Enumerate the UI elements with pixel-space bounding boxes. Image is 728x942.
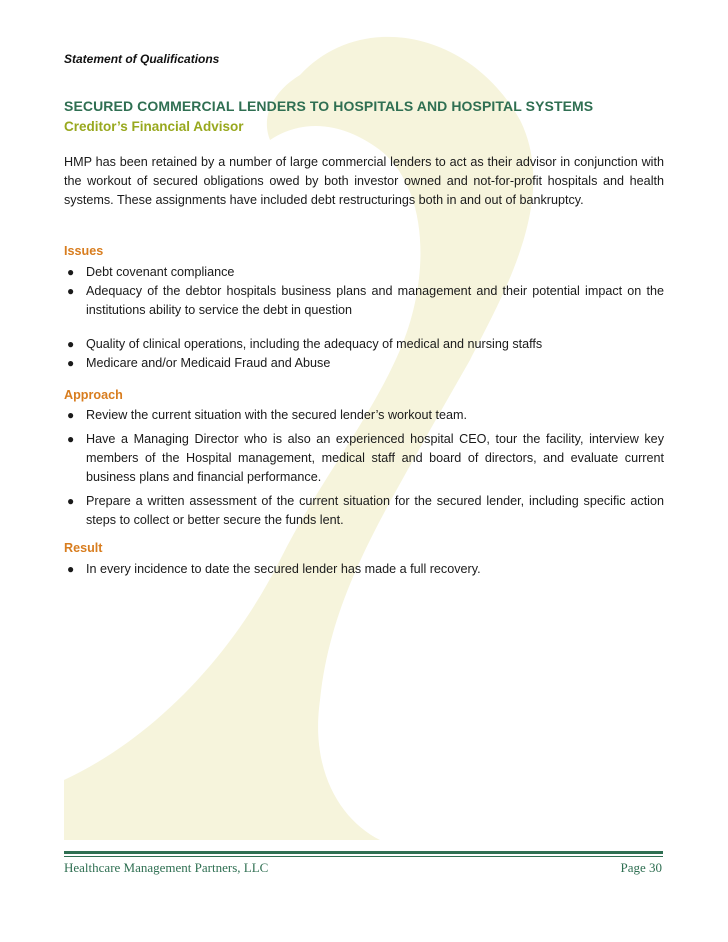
footer-divider <box>64 851 663 854</box>
list-item <box>64 354 664 373</box>
document-header-title: Statement of Qualifications <box>64 52 220 66</box>
section-title: SECURED COMMERCIAL LENDERS TO HOSPITALS AND HOSPITAL SYSTEMS <box>64 98 594 114</box>
footer-divider-thin <box>64 856 663 857</box>
result-list <box>64 560 664 579</box>
intro-paragraph: HMP has been retained by a number of large commercial lenders to act as their advisor in conjunction with the workout of secured obligations owed by both investor owned and not-for-profit hospitals and health systems. These assignments have included debt restructurings both in and out of bankruptcy. <box>64 155 664 207</box>
bullet-dot-icon: ● <box>67 284 75 298</box>
footer-page-number: Page 30 <box>620 860 662 875</box>
issues-list-continued <box>64 335 664 373</box>
approach-heading: Approach <box>64 388 123 402</box>
list-item-text: Have a Managing Director who is also an experienced hospital CEO, tour the facility, interview key members of the Hospital management, medical staff and board of directors, and evaluate current business plans and financial performance. <box>86 432 664 484</box>
list-item <box>64 430 664 487</box>
bullet-dot-icon: ● <box>67 408 75 422</box>
list-item <box>64 263 664 282</box>
list-item <box>64 335 664 354</box>
list-item-text: Quality of clinical operations, including the adequacy of medical and nursing staffs <box>86 337 543 351</box>
bullet-dot-icon: ● <box>67 562 75 576</box>
bullet-dot-icon: ● <box>67 337 75 351</box>
footer-company-name: Healthcare Management Partners, LLC <box>64 860 269 875</box>
bullet-dot-icon: ● <box>67 494 75 508</box>
list-item-text: Adequacy of the debtor hospitals business plans and management and their potential impact on the institutions ability to service the debt in question <box>86 284 664 317</box>
result-heading: Result <box>64 541 103 555</box>
issues-heading: Issues <box>64 244 104 258</box>
list-item <box>64 406 664 425</box>
bullet-dot-icon: ● <box>67 265 75 279</box>
issues-list <box>64 263 664 320</box>
list-item <box>64 492 664 530</box>
list-item-text: Review the current situation with the secured lender’s workout team. <box>86 408 468 422</box>
bullet-dot-icon: ● <box>67 356 75 370</box>
list-item-text: In every incidence to date the secured lender has made a full recovery. <box>86 562 481 576</box>
approach-list <box>64 406 664 530</box>
list-item <box>64 282 664 320</box>
list-item <box>64 560 664 579</box>
section-subtitle: Creditor’s Financial Advisor <box>64 119 244 134</box>
list-item-text: Medicare and/or Medicaid Fraud and Abuse <box>86 356 331 370</box>
list-item-text: Prepare a written assessment of the current situation for the secured lender, including specific action steps to collect or better secure the funds lent. <box>86 494 664 527</box>
bullet-dot-icon: ● <box>67 432 75 446</box>
list-item-text: Debt covenant compliance <box>86 265 235 279</box>
